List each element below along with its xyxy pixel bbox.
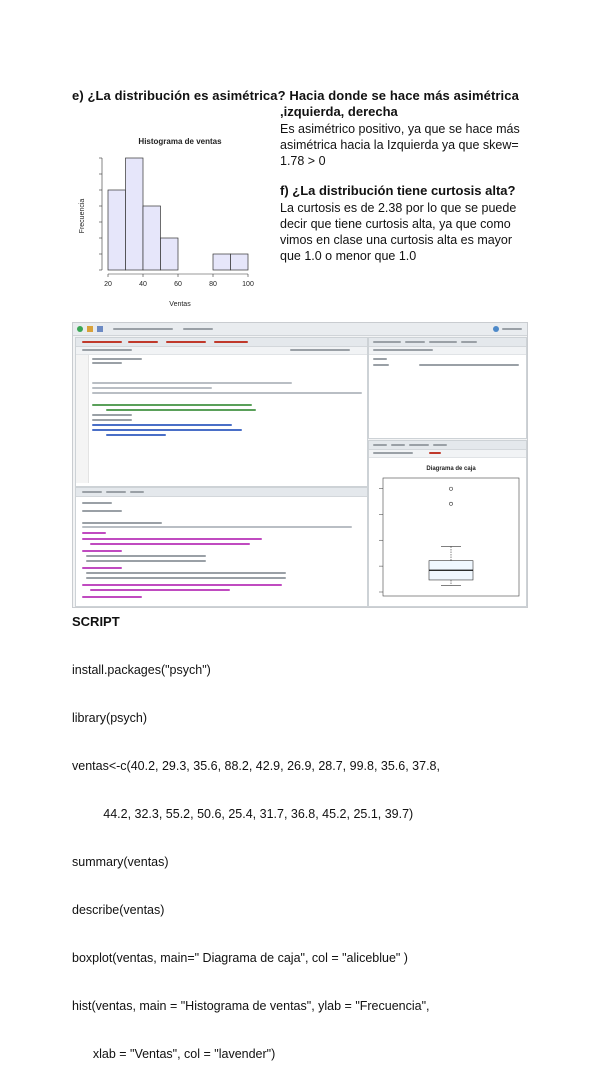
histogram-bar [126, 158, 144, 270]
x-tick-label: 40 [139, 281, 147, 288]
open-file-icon [87, 326, 93, 332]
new-file-icon [77, 326, 83, 332]
answer-line: La curtosis es de 2.38 por lo que se puede [280, 201, 517, 215]
answer-line: asimétrica hacia la Izquierda ya que skew= [280, 138, 519, 152]
code-line: hist(ventas, main = "Histograma de ventas", ylab = "Frecuencia", [72, 999, 430, 1013]
answer-line: Es asimétrico positivo, ya que se hace más [280, 122, 520, 136]
script-title: SCRIPT [72, 614, 120, 629]
histogram-bar [108, 190, 126, 270]
question-e-answer [280, 121, 528, 169]
code-line: ventas<-c(40.2, 29.3, 35.6, 88.2, 42.9, 26.9, 28.7, 99.8, 35.6, 37.8, [72, 759, 440, 773]
console-pane [75, 487, 368, 607]
save-icon [97, 326, 103, 332]
script-code [72, 630, 440, 1078]
answer-line: 1.78 > 0 [280, 154, 326, 168]
histogram-bar [143, 206, 161, 270]
outlier-point [449, 502, 452, 505]
x-tick-label: 100 [242, 281, 254, 288]
x-tick-label: 80 [209, 281, 217, 288]
question-f-title: f) ¿La distribución tiene curtosis alta? [280, 183, 516, 198]
source-pane [75, 337, 368, 487]
answer-line: decir que tiene curtosis alta, ya que como [280, 217, 511, 231]
boxplot-chart [369, 458, 526, 604]
code-line: boxplot(ventas, main=" Diagrama de caja", col = "aliceblue" ) [72, 951, 408, 965]
code-line: summary(ventas) [72, 855, 169, 869]
source-tabs[interactable] [76, 338, 367, 347]
code-line: library(psych) [72, 711, 148, 725]
source-toolbar [76, 347, 367, 355]
histogram-bar [213, 254, 231, 270]
environment-tabs[interactable] [369, 338, 526, 347]
code-line: describe(ventas) [72, 903, 165, 917]
question-e-title-cont: ,izquierda, derecha [280, 104, 398, 119]
environment-pane [368, 337, 527, 439]
x-tick-label: 60 [174, 281, 182, 288]
environment-toolbar [369, 347, 526, 355]
histogram-chart [72, 128, 272, 314]
code-line: 44.2, 32.3, 55.2, 50.6, 25.4, 31.7, 36.8, 45.2, 25.1, 39.7) [72, 807, 414, 821]
histogram-y-label: Frecuencia [79, 198, 86, 234]
code-line: install.packages("psych") [72, 663, 211, 677]
plots-toolbar [369, 450, 526, 458]
rstudio-screenshot [72, 322, 528, 608]
boxplot-title: Diagrama de caja [426, 466, 476, 472]
x-tick-label: 20 [104, 281, 112, 288]
histogram-bar [231, 254, 249, 270]
histogram-bar [161, 238, 179, 270]
code-line: xlab = "Ventas", col = "lavender") [72, 1047, 276, 1061]
console-tabs[interactable] [76, 488, 367, 497]
project-icon [493, 326, 499, 332]
outlier-point [449, 487, 452, 490]
rstudio-toolbar [73, 323, 527, 336]
histogram-title: Histograma de ventas [138, 137, 222, 146]
histogram-x-label: Ventas [169, 301, 191, 308]
plots-tabs[interactable] [369, 441, 526, 450]
plots-pane [368, 440, 527, 607]
question-f-answer [280, 200, 528, 264]
line-gutter [76, 355, 89, 483]
answer-line: vimos en clase una curtosis alta es mayor [280, 233, 513, 247]
question-e-title: e) ¿La distribución es asimétrica? Hacia donde se hace más asimétrica [72, 88, 519, 103]
answer-line: que 1.0 o menor que 1.0 [280, 249, 417, 263]
